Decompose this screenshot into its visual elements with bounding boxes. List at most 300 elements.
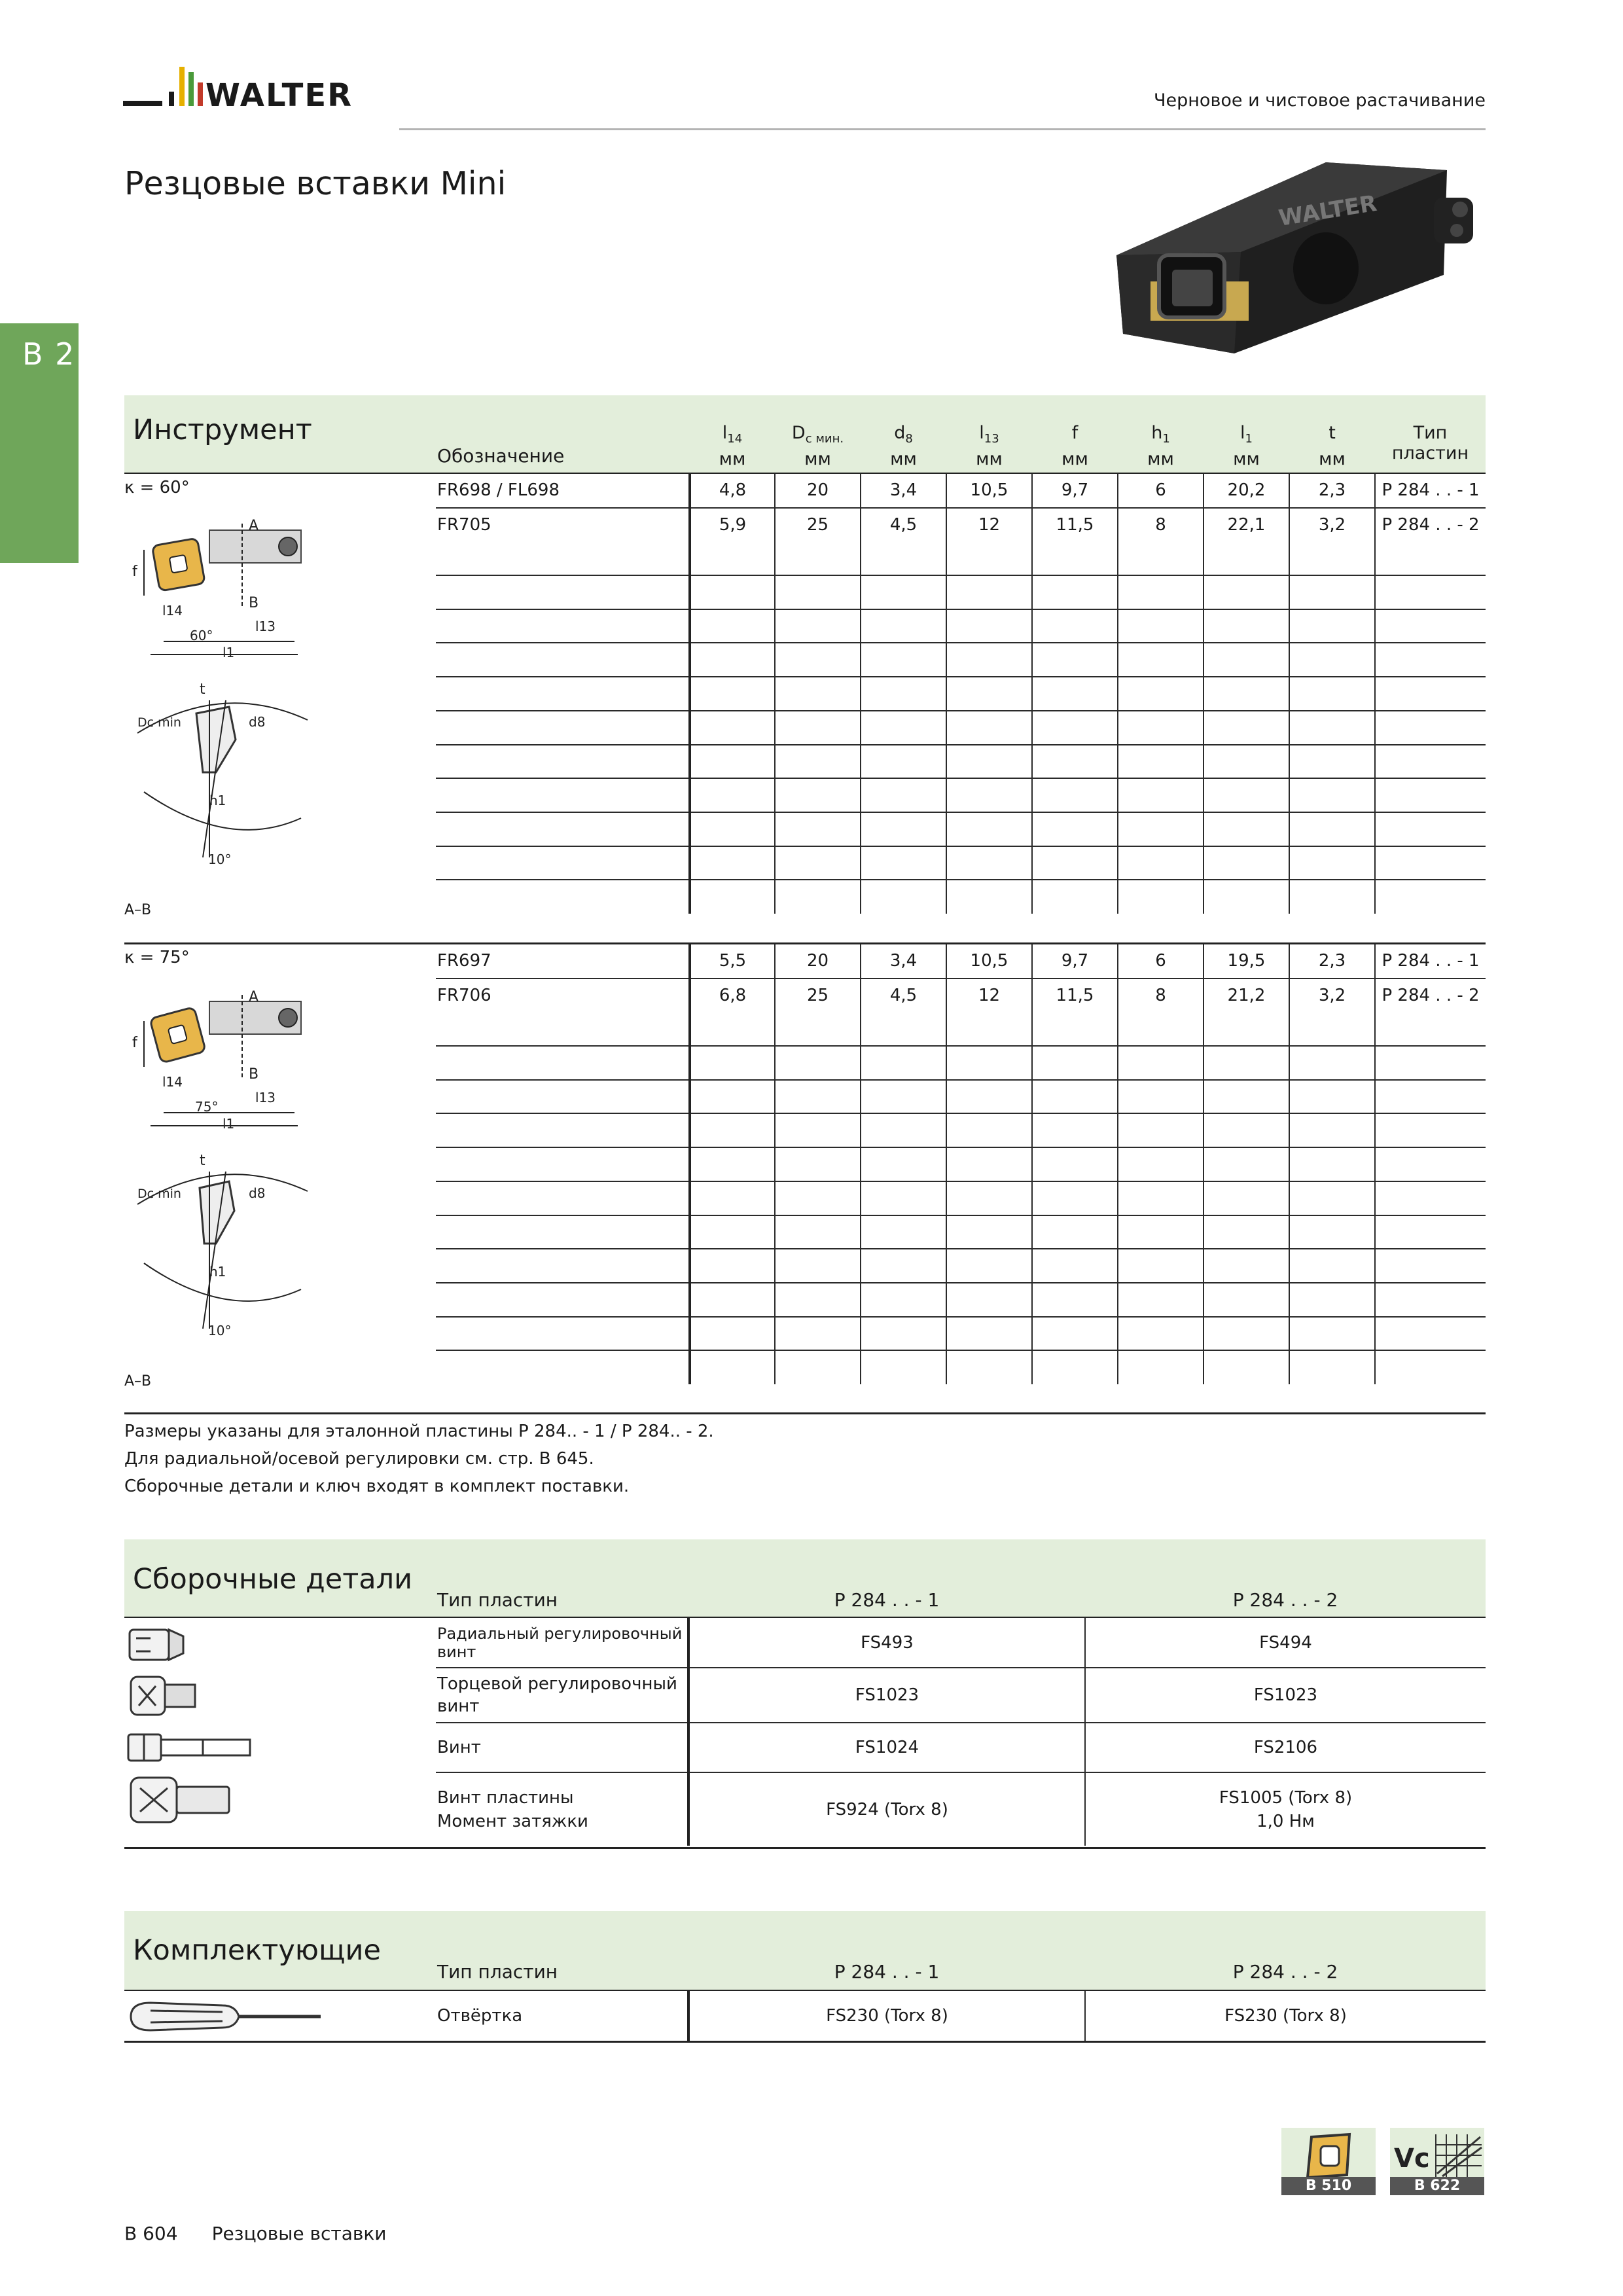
- empty-cell: [1032, 1181, 1118, 1215]
- empty-cell: [690, 609, 775, 643]
- empty-cell: [1118, 1215, 1204, 1249]
- empty-cell: [861, 778, 946, 812]
- table-row: [436, 1668, 1486, 1723]
- empty-cell: [1289, 609, 1375, 643]
- empty-cell: [690, 812, 775, 846]
- empty-cell: [946, 541, 1032, 575]
- svg-text:d8: d8: [249, 714, 266, 730]
- empty-cell: [1289, 1317, 1375, 1351]
- svg-text:A: A: [249, 518, 259, 534]
- svg-text:WALTER: WALTER: [205, 77, 353, 114]
- svg-text:60°: 60°: [190, 628, 213, 643]
- empty-table-row: [436, 1113, 1486, 1147]
- kappa-75-label: κ = 75°: [124, 948, 190, 967]
- svg-text:l1: l1: [223, 645, 235, 660]
- empty-cell: [1204, 541, 1289, 575]
- empty-cell: [1118, 880, 1204, 914]
- empty-cell: [861, 745, 946, 779]
- value-cell: 11,5: [1032, 508, 1118, 542]
- value-cell: 25: [775, 978, 861, 1013]
- empty-cell: [946, 575, 1032, 609]
- empty-cell: [1375, 609, 1486, 643]
- svg-text:t: t: [200, 681, 205, 698]
- svg-text:B: B: [249, 1066, 259, 1083]
- empty-cell: [1032, 1012, 1118, 1046]
- empty-cell: [861, 609, 946, 643]
- value-cell: 10,5: [946, 944, 1032, 978]
- empty-cell: [436, 846, 690, 880]
- empty-cell: [775, 541, 861, 575]
- empty-rows: [436, 1012, 1486, 1384]
- accessories-row-label: Отвёртка: [437, 2006, 523, 2026]
- empty-cell: [1118, 677, 1204, 711]
- empty-table-row: [436, 880, 1486, 914]
- empty-cell: [690, 677, 775, 711]
- assembly-row-label: Радиальный регулировочный винт: [437, 1624, 683, 1661]
- empty-cell: [436, 812, 690, 846]
- accessories-table: [436, 1991, 1486, 2041]
- footer-page-number: B 604: [124, 2223, 178, 2244]
- empty-cell: [861, 677, 946, 711]
- value-cell: 22,1: [1204, 508, 1289, 542]
- col-header-l14-unit: мм: [719, 449, 746, 469]
- col-header-h1: [1118, 423, 1204, 469]
- empty-cell: [1204, 1113, 1289, 1147]
- value-cell: 8: [1118, 508, 1204, 542]
- empty-cell: [1289, 677, 1375, 711]
- insert-screw-value: FS1005 (Torx 8): [1219, 1787, 1353, 1808]
- designation-cell: FR706: [436, 978, 690, 1013]
- empty-cell: [946, 1046, 1032, 1080]
- col-header-f: [1032, 423, 1118, 469]
- empty-cell: [1032, 1215, 1118, 1249]
- empty-cell: [1118, 643, 1204, 677]
- svg-text:Vc: Vc: [1394, 2144, 1430, 2174]
- accessories-row-v1: FS230 (Torx 8): [688, 1991, 1085, 2041]
- col-header-d8: [861, 423, 946, 469]
- empty-cell: [690, 1012, 775, 1046]
- table-row: [436, 978, 1486, 1013]
- value-cell: 9,7: [1032, 944, 1118, 978]
- table-row: [436, 1772, 1486, 1846]
- empty-cell: [436, 1046, 690, 1080]
- empty-cell: [1375, 1350, 1486, 1384]
- empty-cell: [436, 1181, 690, 1215]
- empty-cell: [1289, 778, 1375, 812]
- empty-cell: [1204, 880, 1289, 914]
- assembly-row-v2: [1085, 1772, 1486, 1846]
- empty-cell: [946, 880, 1032, 914]
- empty-cell: [1204, 1283, 1289, 1317]
- svg-text:l13: l13: [255, 619, 276, 634]
- empty-cell: [1204, 1046, 1289, 1080]
- insert-icon-label[interactable]: B 510: [1281, 2177, 1376, 2195]
- designation-header: Обозначение: [437, 445, 565, 467]
- torque-label: Момент затяжки: [437, 1811, 588, 1831]
- screw-icon: [124, 1728, 255, 1767]
- empty-rows: [436, 541, 1486, 914]
- empty-cell: [861, 1317, 946, 1351]
- header-section: Черновое и чистовое растачивание: [1154, 90, 1486, 111]
- empty-cell: [861, 1113, 946, 1147]
- assembly-bottom-rule: [124, 1847, 1486, 1849]
- empty-cell: [1032, 677, 1118, 711]
- empty-cell: [1032, 1350, 1118, 1384]
- empty-cell: [690, 711, 775, 745]
- tool-table-group-75: [436, 944, 1486, 1384]
- value-cell: 4,5: [861, 508, 946, 542]
- screwdriver-icon: [124, 1995, 327, 2038]
- table-row: [436, 1723, 1486, 1772]
- designation-cell: FR697: [437, 951, 491, 971]
- empty-cell: [690, 1113, 775, 1147]
- empty-table-row: [436, 711, 1486, 745]
- assembly-row-label: [436, 1772, 688, 1846]
- empty-cell: [1204, 643, 1289, 677]
- empty-table-row: [436, 1012, 1486, 1046]
- empty-cell: [946, 1215, 1032, 1249]
- col-header-type-unit: пластин: [1391, 443, 1469, 463]
- empty-cell: [690, 1317, 775, 1351]
- empty-cell: [1204, 1317, 1289, 1351]
- value-cell: 20,2: [1204, 474, 1289, 508]
- col-header-f-unit: мм: [1061, 449, 1088, 469]
- table-row: [436, 944, 1486, 978]
- empty-cell: [1118, 609, 1204, 643]
- empty-cell: [775, 880, 861, 914]
- svg-text:l13: l13: [255, 1090, 276, 1105]
- empty-cell: [775, 1147, 861, 1181]
- empty-cell: [861, 1181, 946, 1215]
- empty-cell: [946, 745, 1032, 779]
- empty-cell: [861, 1147, 946, 1181]
- empty-cell: [436, 541, 690, 575]
- value-cell: 10,5: [946, 474, 1032, 508]
- empty-cell: [1204, 609, 1289, 643]
- footer-section: Резцовые вставки: [211, 2223, 387, 2244]
- svg-text:l14: l14: [162, 1074, 183, 1090]
- empty-cell: [946, 812, 1032, 846]
- empty-cell: [1032, 609, 1118, 643]
- empty-cell: [1118, 812, 1204, 846]
- empty-cell: [1289, 711, 1375, 745]
- empty-cell: [1375, 1147, 1486, 1181]
- empty-cell: [1032, 1080, 1118, 1114]
- tool-table-title: Инструмент: [133, 414, 312, 446]
- empty-cell: [436, 1080, 690, 1114]
- empty-cell: [1375, 778, 1486, 812]
- svg-text:f: f: [132, 564, 137, 580]
- empty-cell: [690, 1080, 775, 1114]
- empty-cell: [1375, 745, 1486, 779]
- empty-cell: [1375, 846, 1486, 880]
- col-header-l1-sym: l: [1240, 423, 1245, 443]
- empty-cell: [946, 1350, 1032, 1384]
- col-header-dcmin-sub: c мин.: [805, 432, 844, 446]
- empty-cell: [1289, 1181, 1375, 1215]
- empty-cell: [1375, 541, 1486, 575]
- svg-text:l1: l1: [223, 1116, 235, 1132]
- empty-cell: [1289, 643, 1375, 677]
- svg-text:h1: h1: [209, 1264, 226, 1280]
- empty-cell: [1118, 1080, 1204, 1114]
- empty-cell: [775, 745, 861, 779]
- empty-cell: [946, 1317, 1032, 1351]
- empty-cell: [690, 778, 775, 812]
- empty-cell: [1032, 1283, 1118, 1317]
- empty-cell: [690, 745, 775, 779]
- assembly-row-label: Торцевой регулировочный винт: [436, 1668, 688, 1723]
- empty-table-row: [436, 745, 1486, 779]
- empty-cell: [436, 1283, 690, 1317]
- designation-cell: FR705: [436, 508, 690, 542]
- empty-cell: [1118, 541, 1204, 575]
- empty-cell: [1289, 1113, 1375, 1147]
- accessories-col2-header: P 284 . . - 2: [1232, 1961, 1338, 1982]
- col-header-type: [1375, 423, 1486, 463]
- value-cell: 25: [775, 508, 861, 542]
- empty-cell: [861, 1012, 946, 1046]
- assembly-row-v2: FS2106: [1085, 1723, 1486, 1772]
- empty-cell: [861, 812, 946, 846]
- svg-text:A: A: [249, 989, 259, 1005]
- empty-cell: [436, 1317, 690, 1351]
- empty-cell: [861, 846, 946, 880]
- cutting-data-icon-label[interactable]: B 622: [1390, 2177, 1484, 2195]
- empty-cell: [1375, 1080, 1486, 1114]
- empty-cell: [775, 778, 861, 812]
- empty-cell: [1289, 880, 1375, 914]
- col-header-dcmin-sym: D: [791, 423, 806, 443]
- empty-cell: [1032, 846, 1118, 880]
- empty-cell: [690, 846, 775, 880]
- accessories-title: Комплектующие: [133, 1934, 381, 1967]
- value-cell: 20: [775, 474, 861, 508]
- col-header-d8-sym: d: [894, 423, 906, 443]
- empty-cell: [1118, 711, 1204, 745]
- empty-cell: [1032, 1113, 1118, 1147]
- empty-cell: [1289, 1046, 1375, 1080]
- empty-cell: [1032, 778, 1118, 812]
- col-header-l14-sym: l: [722, 423, 728, 443]
- empty-cell: [436, 1012, 690, 1046]
- empty-cell: [1375, 1113, 1486, 1147]
- designation-cell: FR698 / FL698: [437, 480, 560, 501]
- col-header-l13: [946, 423, 1032, 469]
- empty-cell: [946, 643, 1032, 677]
- empty-cell: [946, 1283, 1032, 1317]
- value-cell: P 284 . . - 1: [1375, 944, 1486, 978]
- radial-screw-icon: [124, 1622, 190, 1668]
- tool-diagram-75: [124, 982, 314, 1355]
- accessories-row-v2: FS230 (Torx 8): [1085, 1991, 1486, 2041]
- empty-cell: [436, 1147, 690, 1181]
- side-tab: [0, 323, 79, 563]
- empty-cell: [1375, 1215, 1486, 1249]
- empty-cell: [1289, 1283, 1375, 1317]
- col-header-l1-unit: мм: [1233, 449, 1260, 469]
- empty-cell: [946, 711, 1032, 745]
- empty-cell: [1118, 1147, 1204, 1181]
- empty-table-row: [436, 643, 1486, 677]
- empty-table-row: [436, 1283, 1486, 1317]
- value-cell: 4,8: [690, 474, 775, 508]
- empty-cell: [690, 541, 775, 575]
- col-header-f-sym: f: [1071, 423, 1079, 443]
- value-cell: 3,2: [1289, 508, 1375, 542]
- svg-text:Dc min: Dc min: [137, 715, 181, 730]
- col-header-h1-unit: мм: [1147, 449, 1174, 469]
- empty-cell: [1375, 575, 1486, 609]
- empty-cell: [946, 778, 1032, 812]
- empty-cell: [1289, 1080, 1375, 1114]
- insert-screw-label: Винт пластины: [437, 1787, 574, 1808]
- empty-cell: [1289, 812, 1375, 846]
- svg-text:d8: d8: [249, 1185, 266, 1201]
- svg-text:f: f: [132, 1035, 137, 1051]
- empty-cell: [1118, 1181, 1204, 1215]
- empty-cell: [1118, 1317, 1204, 1351]
- empty-cell: [1204, 846, 1289, 880]
- col-header-l1: [1204, 423, 1289, 469]
- empty-cell: [1375, 880, 1486, 914]
- empty-cell: [690, 1046, 775, 1080]
- assembly-row-v1: FS924 (Torx 8): [688, 1772, 1085, 1846]
- assembly-row-v1: FS1023: [688, 1668, 1085, 1723]
- value-cell: 9,7: [1032, 474, 1118, 508]
- insert-screw-icon: [124, 1772, 236, 1827]
- page-title: Резцовые вставки Mini: [124, 165, 507, 202]
- empty-cell: [1375, 1046, 1486, 1080]
- svg-text:h1: h1: [209, 793, 226, 808]
- col-header-t-unit: мм: [1319, 449, 1346, 469]
- empty-cell: [1204, 575, 1289, 609]
- empty-cell: [1118, 1046, 1204, 1080]
- empty-cell: [1118, 778, 1204, 812]
- section-label-75: A–B: [124, 1373, 152, 1390]
- assembly-title: Сборочные детали: [133, 1563, 413, 1596]
- note-1: Размеры указаны для эталонной пластины P 284.. - 1 / P 284.. - 2.: [124, 1422, 714, 1441]
- empty-cell: [1204, 745, 1289, 779]
- empty-cell: [946, 846, 1032, 880]
- svg-text:75°: 75°: [195, 1099, 219, 1115]
- empty-cell: [436, 745, 690, 779]
- empty-cell: [775, 812, 861, 846]
- empty-cell: [1118, 1249, 1204, 1283]
- empty-cell: [946, 1012, 1032, 1046]
- empty-cell: [775, 677, 861, 711]
- value-cell: 20: [775, 944, 861, 978]
- col-header-h1-sym: h: [1151, 423, 1163, 443]
- accessories-bottom-rule: [124, 2041, 1486, 2043]
- empty-cell: [1204, 677, 1289, 711]
- tool-diagram-60: [124, 511, 314, 884]
- empty-cell: [946, 1113, 1032, 1147]
- empty-cell: [775, 1317, 861, 1351]
- col-header-t-sym: t: [1329, 423, 1336, 443]
- empty-cell: [775, 846, 861, 880]
- accessories-col1-header: P 284 . . - 1: [834, 1961, 940, 1982]
- col-header-h1-sub: 1: [1162, 432, 1170, 446]
- empty-cell: [1118, 1113, 1204, 1147]
- empty-table-row: [436, 1249, 1486, 1283]
- empty-cell: [861, 1215, 946, 1249]
- product-image: [1103, 157, 1496, 373]
- empty-cell: [1204, 1350, 1289, 1384]
- value-cell: 5,9: [690, 508, 775, 542]
- empty-table-row: [436, 1080, 1486, 1114]
- empty-cell: [436, 880, 690, 914]
- assembly-row-v1: FS493: [688, 1618, 1085, 1668]
- value-cell: 6: [1118, 474, 1204, 508]
- value-cell: 19,5: [1204, 944, 1289, 978]
- empty-cell: [775, 1080, 861, 1114]
- empty-cell: [946, 677, 1032, 711]
- col-header-d8-unit: мм: [890, 449, 917, 469]
- empty-cell: [775, 643, 861, 677]
- empty-cell: [1032, 575, 1118, 609]
- empty-cell: [436, 609, 690, 643]
- empty-cell: [1289, 1249, 1375, 1283]
- empty-cell: [1289, 541, 1375, 575]
- empty-cell: [1204, 1249, 1289, 1283]
- empty-cell: [1375, 677, 1486, 711]
- empty-cell: [1032, 1249, 1118, 1283]
- empty-cell: [1204, 711, 1289, 745]
- empty-cell: [1204, 1080, 1289, 1114]
- empty-cell: [1118, 575, 1204, 609]
- walter-logo: [123, 63, 398, 118]
- value-cell: 6: [1118, 944, 1204, 978]
- empty-cell: [1032, 745, 1118, 779]
- value-cell: 12: [946, 508, 1032, 542]
- empty-cell: [946, 1181, 1032, 1215]
- torque-value: 1,0 Нм: [1257, 1811, 1315, 1831]
- empty-cell: [1032, 880, 1118, 914]
- empty-table-row: [436, 677, 1486, 711]
- empty-cell: [1375, 1317, 1486, 1351]
- empty-cell: [946, 1080, 1032, 1114]
- tool-table-bottom-rule: [124, 1412, 1486, 1414]
- empty-table-row: [436, 1181, 1486, 1215]
- value-cell: 3,2: [1289, 978, 1375, 1013]
- empty-cell: [861, 1350, 946, 1384]
- col-header-l13-sub: 13: [984, 432, 999, 446]
- assembly-col1-header: P 284 . . - 1: [834, 1589, 940, 1611]
- accessories-type-header: Тип пластин: [437, 1961, 558, 1982]
- empty-cell: [775, 1283, 861, 1317]
- empty-cell: [861, 1283, 946, 1317]
- col-header-t: [1289, 423, 1375, 469]
- empty-cell: [436, 711, 690, 745]
- empty-cell: [1289, 1012, 1375, 1046]
- value-cell: 11,5: [1032, 978, 1118, 1013]
- assembly-type-header: Тип пластин: [437, 1589, 558, 1611]
- empty-cell: [861, 541, 946, 575]
- value-cell: 3,4: [861, 944, 946, 978]
- empty-cell: [1032, 643, 1118, 677]
- empty-cell: [946, 1147, 1032, 1181]
- assembly-row-v2: FS1023: [1085, 1668, 1486, 1723]
- empty-table-row: [436, 812, 1486, 846]
- empty-cell: [775, 1046, 861, 1080]
- section-label-60: A–B: [124, 902, 152, 918]
- empty-cell: [690, 1249, 775, 1283]
- empty-table-row: [436, 1317, 1486, 1351]
- empty-cell: [690, 575, 775, 609]
- empty-cell: [436, 643, 690, 677]
- tool-table-group-60: [436, 474, 1486, 914]
